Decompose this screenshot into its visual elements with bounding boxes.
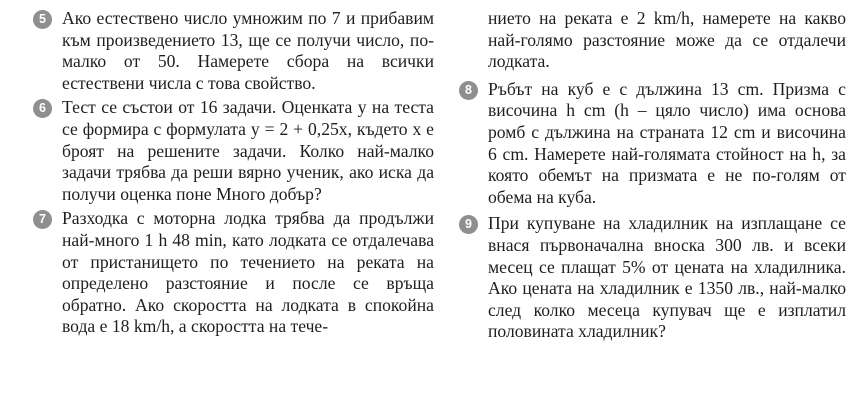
problem-7 xyxy=(32,208,434,338)
left-column xyxy=(32,8,434,338)
problem-6 xyxy=(32,97,434,205)
problem-number-badge: 5 xyxy=(33,10,52,29)
problem-text: Ако естествено число умножим по 7 и прибавим към произведението 13, ще се получи число, по-малко от 50. Намерете сбора на всички естествени числа с това свойство. xyxy=(62,8,434,93)
right-column xyxy=(458,8,846,343)
problem-number-badge: 7 xyxy=(33,210,52,229)
problem-7-continuation xyxy=(458,8,846,73)
problem-text: При купуване на хладилник на изплащане се внася първоначална вноска 300 лв. и всеки месец се плащат 5% от цената на хладилника. Ако цената на хладилник е 1350 лв., най-малко след колко месеца купувач ще е изплатил половината хладилник? xyxy=(488,213,846,342)
problem-text: Ръбът на куб е с дължина 13 cm. Призма с височина h cm (h – цяло число) има основа ромб с дължина на страната 12 cm и височина 6 cm. Намерете най-голямата стойност на h, за която обемът на призмата е не по-голям от обема на куба. xyxy=(488,78,846,207)
problem-text: Тест се състои от 16 задачи. Оценката y на теста се формира с формулата y = 2 + 0,25x, където x е броят на решените задачи. Колко най-малко задачи трябва да реши вярно ученик, ако иска да получи оценка поне Много добър? xyxy=(62,97,434,204)
problem-8 xyxy=(458,79,846,209)
problem-number-badge: 8 xyxy=(459,81,478,100)
problem-9 xyxy=(458,213,846,343)
problem-text: Разходка с моторна лодка трябва да продължи най-много 1 h 48 min, като лодката се отдалечава от пристанището по течението на реката на определено разстояние и после се връща обратно. Ако скоростта на лодката в спокойна вода е 18 km/h, а скоростта на тече- xyxy=(62,208,434,337)
problem-5 xyxy=(32,8,434,94)
problem-number-badge: 6 xyxy=(33,99,52,118)
problem-number-badge: 9 xyxy=(459,215,478,234)
problem-text: нието на реката е 2 km/h, намерете на какво най-голямо разстояние може да се отдалечи лодката. xyxy=(488,8,846,72)
